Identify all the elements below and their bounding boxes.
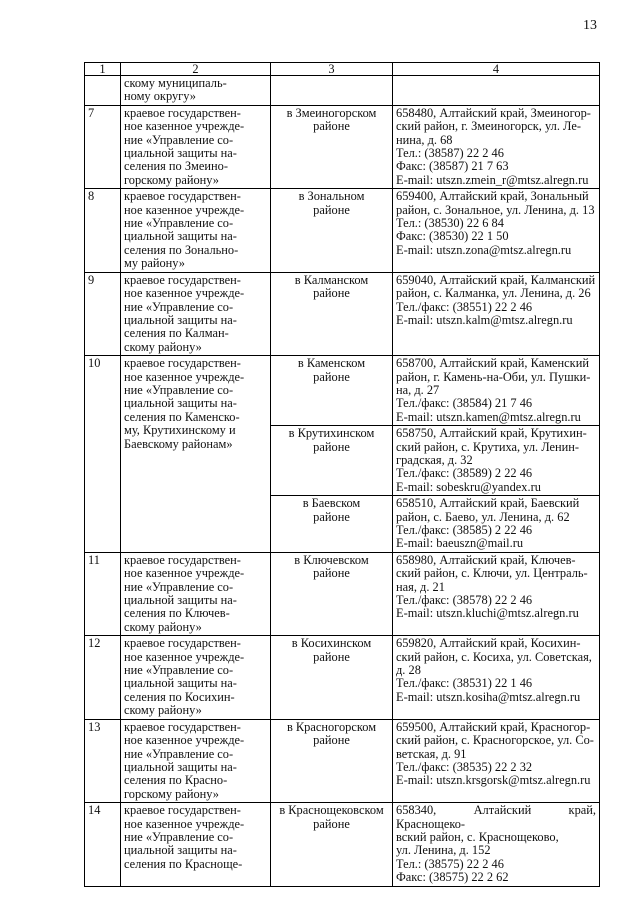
district-line: районе <box>313 369 350 384</box>
district-cell <box>271 719 393 802</box>
org-line: селения по Косихин- <box>124 689 235 704</box>
district-cell <box>271 356 393 426</box>
org-line: горскому району» <box>124 786 219 801</box>
address-cell <box>393 552 600 635</box>
district-cell <box>271 496 393 553</box>
org-line: краевое государствен- <box>124 272 241 287</box>
row-number-cell: 12 <box>85 636 121 719</box>
address-line: Тел./факс: (38578) 22 2 46 <box>396 593 533 608</box>
org-line: циальной защиты на- <box>124 759 237 774</box>
address-line: 658980, Алтайский край, Ключев- <box>396 552 576 567</box>
org-line: ние «Управление со- <box>124 216 234 231</box>
org-line: селения по Красноще- <box>124 856 243 871</box>
district-line: в Змеиногорском <box>286 105 377 120</box>
address-line: E-mail: utszn.kluchi@mtsz.alregn.ru <box>396 606 579 621</box>
row-number-cell: 10 <box>85 356 121 553</box>
row-number-cell: 8 <box>85 189 121 272</box>
header-cell-3: 3 <box>271 63 393 76</box>
org-line: циальной защиты на- <box>124 146 237 161</box>
table-body <box>85 63 600 887</box>
org-line: циальной защиты на- <box>124 593 237 608</box>
address-cell <box>393 496 600 553</box>
address-line: 659500, Алтайский край, Красногор- <box>396 719 591 734</box>
org-line: ние «Управление со- <box>124 829 234 844</box>
table-row <box>85 803 600 886</box>
continuation-district-cell <box>271 76 393 106</box>
continuation-number-cell <box>85 76 121 106</box>
org-line: ние «Управление со- <box>124 663 234 678</box>
district-line: районе <box>313 202 350 217</box>
address-line: ная, д. 21 <box>396 579 445 594</box>
org-line: селения по Ключев- <box>124 606 230 621</box>
institutions-table <box>84 62 600 887</box>
address-line: E-mail: sobeskru@yandex.ru <box>396 479 541 494</box>
address-line: ский район, с. Ключи, ул. Централь- <box>396 566 588 581</box>
address-cell <box>393 803 600 886</box>
district-cell <box>271 636 393 719</box>
address-line: Факс: (38587) 21 7 63 <box>396 159 509 174</box>
address-line: E-mail: utszn.krsgorsk@mtsz.alregn.ru <box>396 773 591 788</box>
district-cell <box>271 189 393 272</box>
district-line: районе <box>313 733 350 748</box>
org-line: селения по Змеино- <box>124 159 228 174</box>
continuation-address-cell <box>393 76 600 106</box>
organization-cell <box>121 356 271 553</box>
address-line: ветская, д. 91 <box>396 746 467 761</box>
header-cell-2: 2 <box>121 63 271 76</box>
org-line: ние «Управление со- <box>124 132 234 147</box>
district-line: в Ключевском <box>294 552 369 567</box>
address-line: район, г. Камень-на-Оби, ул. Пушки- <box>396 369 591 384</box>
org-line: краевое государствен- <box>124 552 241 567</box>
table-row <box>85 272 600 355</box>
org-line: ное казенное учрежде- <box>124 286 245 301</box>
org-line: краевое государствен- <box>124 189 241 204</box>
address-line: 658750, Алтайский край, Крутихин- <box>396 426 587 441</box>
row-number-cell: 11 <box>85 552 121 635</box>
organization-cell <box>121 719 271 802</box>
address-line: 659820, Алтайский край, Косихин- <box>396 636 581 651</box>
org-line: му району» <box>124 256 185 271</box>
continuation-org-cell <box>121 76 271 106</box>
org-line: селения по Калман- <box>124 326 229 341</box>
org-line: ние «Управление со- <box>124 382 234 397</box>
address-line: Тел.: (38587) 22 2 46 <box>396 146 504 161</box>
address-line: на, д. 27 <box>396 382 440 397</box>
address-line: Тел./факс: (38535) 22 2 32 <box>396 759 533 774</box>
address-line: 659400, Алтайский край, Зональный <box>396 189 589 204</box>
org-line: ное казенное учрежде- <box>124 566 245 581</box>
organization-cell <box>121 636 271 719</box>
district-line: районе <box>313 286 350 301</box>
district-line: в Крутихинском <box>288 426 375 441</box>
address-line: E-mail: utszn.zmein_r@mtsz.alregn.ru <box>396 172 589 187</box>
org-line: ное казенное учрежде- <box>124 202 245 217</box>
address-line: район, с. Баево, ул. Ленина, д. 62 <box>396 509 570 524</box>
address-line: Факс: (38575) 22 2 62 <box>396 870 509 885</box>
address-line: вский район, с. Краснощеково, <box>396 829 559 844</box>
address-line: Тел.: (38575) 22 2 46 <box>396 856 504 871</box>
address-line: E-mail: utszn.kalm@mtsz.alregn.ru <box>396 312 573 327</box>
org-line: скому району» <box>124 619 202 634</box>
district-cell <box>271 426 393 496</box>
address-cell <box>393 105 600 188</box>
address-cell <box>393 356 600 426</box>
district-line: районе <box>313 816 350 831</box>
address-line: Факс: (38530) 22 1 50 <box>396 229 509 244</box>
address-line: Тел./факс: (38584) 21 7 46 <box>396 396 533 411</box>
org-line: ному округу» <box>124 89 196 104</box>
address-line: E-mail: baeuszn@mail.ru <box>396 536 524 551</box>
org-line: циальной защиты на- <box>124 396 237 411</box>
district-cell <box>271 105 393 188</box>
district-cell <box>271 552 393 635</box>
org-line: ние «Управление со- <box>124 579 234 594</box>
district-line: в Краснощековском <box>279 803 384 818</box>
district-line: районе <box>313 566 350 581</box>
organization-cell <box>121 552 271 635</box>
organization-cell <box>121 803 271 886</box>
row-number-cell: 14 <box>85 803 121 886</box>
address-cell <box>393 636 600 719</box>
header-cell-4: 4 <box>393 63 600 76</box>
org-line: селения по Зонально- <box>124 242 239 257</box>
table-row <box>85 105 600 188</box>
org-line: краевое государствен- <box>124 719 241 734</box>
address-line: E-mail: utszn.kamen@mtsz.alregn.ru <box>396 409 581 424</box>
org-line: циальной защиты на- <box>124 843 237 858</box>
district-line: в Косихинском <box>291 636 372 651</box>
org-line: краевое государствен- <box>124 636 241 651</box>
header-cell-1: 1 <box>85 63 121 76</box>
org-line: му, Крутихинскому и <box>124 423 236 438</box>
address-line: E-mail: utszn.kosiha@mtsz.alregn.ru <box>396 689 581 704</box>
address-cell <box>393 272 600 355</box>
district-line: в Зональном <box>298 189 365 204</box>
org-line: циальной защиты на- <box>124 229 237 244</box>
header-row <box>85 63 600 76</box>
organization-cell <box>121 272 271 355</box>
org-line: селения по Красно- <box>124 773 228 788</box>
address-line: ский район, г. Змеиногорск, ул. Ле- <box>396 119 581 134</box>
table-row <box>85 552 600 635</box>
org-line: ние «Управление со- <box>124 299 234 314</box>
district-line: в Красногорском <box>286 719 377 734</box>
address-line: Тел./факс: (38585) 2 22 46 <box>396 523 533 537</box>
org-line: краевое государствен- <box>124 356 241 371</box>
address-line: район, с. Зональное, ул. Ленина, д. 13 <box>396 202 595 217</box>
org-line: краевое государствен- <box>124 105 241 120</box>
address-cell <box>393 189 600 272</box>
page-number: 13 <box>583 18 597 33</box>
table-row <box>85 189 600 272</box>
org-line: циальной защиты на- <box>124 312 237 327</box>
org-line: ние «Управление со- <box>124 746 234 761</box>
address-cell <box>393 719 600 802</box>
address-line: 659040, Алтайский край, Калманский <box>396 272 596 287</box>
address-line: д. 28 <box>396 663 421 678</box>
address-line: 658340, Алтайский край, Краснощеко- <box>396 803 596 831</box>
org-line: ное казенное учрежде- <box>124 816 245 831</box>
address-line: Тел./факс: (38531) 22 1 46 <box>396 676 533 691</box>
district-line: районе <box>313 119 350 134</box>
address-line: ский район, с. Крутиха, ул. Ленин- <box>396 439 580 454</box>
address-line: Тел.: (38530) 22 6 84 <box>396 216 504 231</box>
org-line: скому району» <box>124 703 202 718</box>
address-line: ский район, с. Красногорское, ул. Со- <box>396 733 594 748</box>
org-line: краевое государствен- <box>124 803 241 818</box>
district-line: районе <box>313 509 350 524</box>
org-line: ное казенное учрежде- <box>124 119 245 134</box>
address-cell <box>393 426 600 496</box>
org-line: ное казенное учрежде- <box>124 733 245 748</box>
address-line: ул. Ленина, д. 152 <box>396 843 491 858</box>
address-line: E-mail: utszn.zona@mtsz.alregn.ru <box>396 242 572 257</box>
table-row <box>85 719 600 802</box>
address-line: нина, д. 68 <box>396 132 453 147</box>
address-line: 658480, Алтайский край, Змеиногор- <box>396 105 591 120</box>
district-line: в Баевском <box>302 496 361 511</box>
row-number-cell: 9 <box>85 272 121 355</box>
org-line: скому району» <box>124 339 202 354</box>
organization-cell <box>121 189 271 272</box>
org-line: ное казенное учрежде- <box>124 369 245 384</box>
district-line: в Каменском <box>297 356 366 371</box>
district-line: районе <box>313 649 350 664</box>
district-cell <box>271 803 393 886</box>
org-line: горскому району» <box>124 172 219 187</box>
address-line: 658700, Алтайский край, Каменский <box>396 356 589 371</box>
row-number-cell: 13 <box>85 719 121 802</box>
address-line: Тел./факс: (38589) 2 22 46 <box>396 466 533 481</box>
address-line: 658510, Алтайский край, Баевский <box>396 496 580 511</box>
table-row <box>85 636 600 719</box>
address-line: ский район, с. Косиха, ул. Советская, <box>396 649 592 664</box>
district-cell <box>271 272 393 355</box>
district-line: в Калманском <box>294 272 369 287</box>
org-line: циальной защиты на- <box>124 676 237 691</box>
address-line: район, с. Калманка, ул. Ленина, д. 26 <box>396 286 591 301</box>
address-line: Тел./факс: (38551) 22 2 46 <box>396 299 533 314</box>
table-row <box>85 356 600 426</box>
org-line: скому муниципаль- <box>124 76 227 90</box>
continuation-row <box>85 76 600 106</box>
org-line: ное казенное учрежде- <box>124 649 245 664</box>
organization-cell <box>121 105 271 188</box>
row-number-cell: 7 <box>85 105 121 188</box>
org-line: Баевскому районам» <box>124 436 233 451</box>
org-line: селения по Каменско- <box>124 409 240 424</box>
district-line: районе <box>313 439 350 454</box>
address-line: градская, д. 32 <box>396 452 473 467</box>
